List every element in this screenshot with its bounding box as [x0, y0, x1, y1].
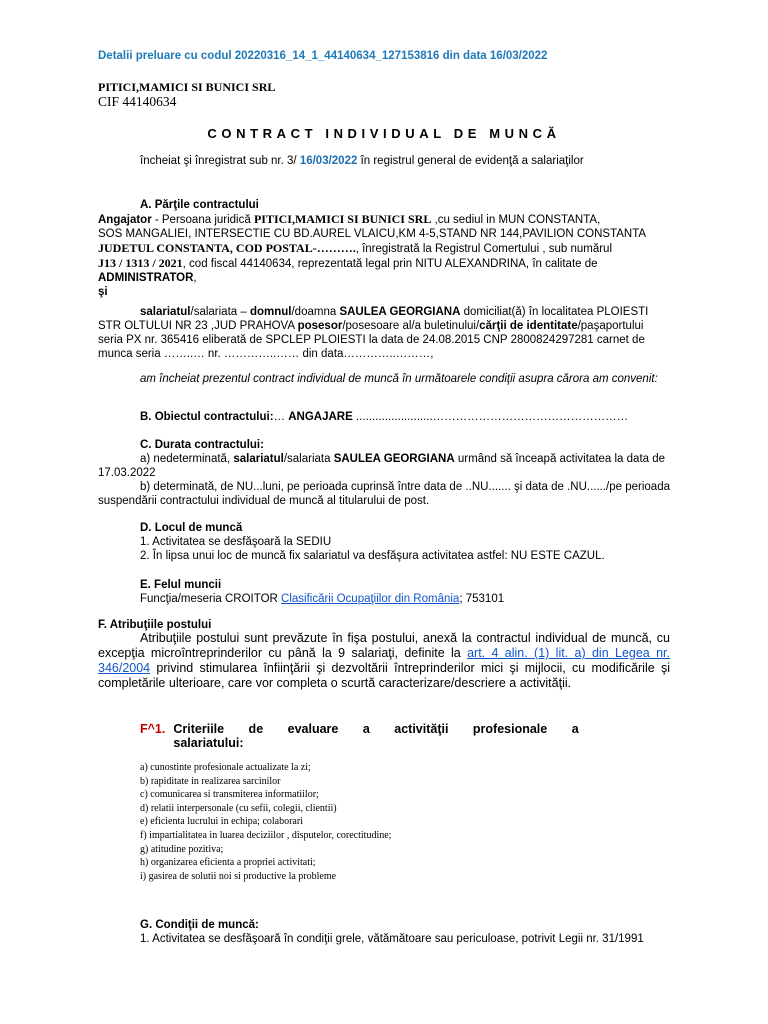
employer-role-end: ,	[193, 272, 197, 284]
criterion-item: g) atitudine pozitiva;	[140, 843, 224, 855]
criterion-item: e) eficienta lucrului in echipa; colaborari	[140, 816, 303, 828]
contract-title: CONTRACT INDIVIDUAL DE MUNCĂ	[207, 126, 561, 141]
employee-line-2	[98, 319, 670, 333]
employee-title-alt: /doamna	[291, 306, 340, 318]
section-duration	[98, 438, 670, 508]
employee-label: salariatul	[140, 306, 191, 318]
employer-label: Angajator	[98, 214, 152, 226]
criterion-item: h) organizarea eficienta a propriei activitati;	[140, 857, 316, 869]
duration-a-prefix: a) nedeterminată,	[140, 453, 234, 465]
employer-role: ADMINISTRATOR	[98, 272, 194, 284]
duties-text-pre: Atribuţiile postului sunt prevăzute în fişa postului, anexă la contractul individual de muncă, cu excepţia microîntreprinderilor cu până la 9 salariaţi, definite la	[98, 631, 670, 660]
job-line	[140, 592, 670, 606]
section-a-heading: A. Părţile contractului	[140, 199, 259, 211]
employee-title: domnul	[249, 306, 292, 318]
criterion-item: f) impartialitatea in luarea deciziilor , disputelor, corectitudine;	[140, 829, 392, 841]
criterion-item: a) cunostinte profesionale actualizate la zi;	[140, 762, 311, 773]
job-title: Funcţia/meseria CROITOR	[140, 593, 282, 605]
evaluation-criteria-list	[98, 761, 670, 883]
object-value: ANGAJARE	[288, 411, 353, 423]
duration-a-employee: salariatul	[233, 453, 284, 465]
criterion-item: b) rapiditate in realizarea sarcinilor	[140, 775, 281, 787]
section-job-type	[98, 578, 670, 606]
object-dots-2: ........................……………………………………………	[352, 411, 629, 423]
section-conditions	[98, 918, 670, 946]
employer-role-line	[98, 271, 670, 285]
employer-mid: - Persoana juridică	[151, 214, 254, 226]
workplace-item-1: 1. Activitatea se desfăşoară la SEDIU	[140, 536, 332, 548]
agreement-text: am încheiat prezentul contract individual de muncă în următoarele condiţii asupra cărora am convenit:	[140, 373, 658, 385]
duration-a-name: SAULEA GEORGIANA	[333, 453, 455, 465]
employer-reg-number: J13 / 1313 / 2021	[98, 256, 183, 270]
employer-county: JUDETUL CONSTANTA, COD POSTAL-……….	[98, 241, 356, 255]
criterion-item: c) comunicarea si transmiterea informatiilor;	[140, 789, 319, 801]
employee-street: STR OLTULUI NR 23 ,JUD PRAHOVA	[98, 320, 298, 332]
employee-line-4: munca seria ……..… nr. …………..…… din data…………..………,	[98, 348, 434, 360]
section-evaluation	[98, 722, 670, 883]
employer-representative: , cod fiscal 44140634, reprezentată legal prin NITU ALEXANDRINA, în calitate de	[182, 258, 598, 270]
section-e-heading: E. Felul muncii	[140, 579, 222, 591]
duties-text	[98, 631, 670, 691]
employee-name: SAULEA GEORGIANA	[339, 306, 461, 318]
criterion-item: i) gasirea de solutii noi si productive la probleme	[140, 870, 337, 882]
conditions-item-1: 1. Activitatea se desfăşoară în condiţii grele, vătămătoare sau periculoase, potrivit Legii nr. 31/1991	[140, 933, 644, 945]
section-b-heading: B. Obiectul contractului:	[140, 411, 274, 423]
duration-a-mid: /salariata	[283, 453, 334, 465]
employee-label-alt: /salariata –	[190, 306, 250, 318]
employer-county-line	[98, 241, 670, 256]
section-c-heading: C. Durata contractului:	[140, 439, 264, 451]
section-object	[98, 411, 670, 423]
evaluation-marker: F^1.	[140, 722, 166, 736]
duration-indefinite	[98, 452, 670, 480]
company-name: PITICI,MAMICI SI BUNICI SRL	[98, 80, 276, 94]
registration-suffix: în registrul general de evidenţă a salariaţilor	[357, 155, 584, 167]
employee-line-1	[140, 305, 670, 319]
parties-and: şi	[98, 286, 108, 298]
employee-id-doc: /posesoare al/a buletinului/	[342, 320, 480, 332]
retrieval-details: Detalii preluare cu codul 20220316_14_1_44140634_127153816 din data 16/03/2022	[98, 50, 548, 62]
section-g-heading: G. Condiţii de muncă:	[140, 919, 259, 931]
employer-reg-line	[98, 256, 670, 271]
section-duties	[98, 619, 670, 691]
duration-a-start: urmând să înceapă activitatea la data de 17.03.2022	[98, 453, 666, 479]
employee-block	[98, 305, 670, 319]
employer-line	[98, 212, 670, 227]
registration-prefix: încheiat şi înregistrat sub nr. 3/	[140, 155, 300, 167]
evaluation-heading-wrap	[165, 722, 670, 750]
registration-line	[140, 155, 680, 167]
duties-text-post: privind stimularea înfiinţării şi dezvoltării întreprinderilor mici şi mijlocii, cu modificările şi completările ulterioare, care vor completa o scurtă caracterizare/descriere a activităţii.	[98, 661, 670, 690]
section-workplace	[98, 521, 670, 563]
employee-holder: posesor	[297, 320, 343, 332]
occupation-classification-link[interactable]: Clasificării Ocupaţiilor din România	[281, 593, 460, 605]
duration-determined: b) determinată, de NU...luni, pe perioada cuprinsă între data de ..NU....... şi data de .NU....../pe perioada suspendării contractului individual de muncă al titularului de post.	[98, 481, 670, 507]
employee-passport: /paşaportului	[577, 320, 644, 332]
law-346-2004-link[interactable]: art. 4 alin. (1) lit. a) din Legea nr. 346/2004	[98, 646, 670, 675]
workplace-item-2: 2. În lipsa unui loc de muncă fix salariatul va desfăşura activitatea astfel: NU ESTE CAZUL.	[140, 550, 605, 562]
employee-line-3: seria PX nr. 365416 eliberată de SPCLEP PLOIESTI la data de 24.08.2015 CNP 2800824297281 carnet de	[98, 334, 645, 346]
employer-name: PITICI,MAMICI SI BUNICI SRL	[253, 212, 432, 226]
section-d-heading: D. Locul de muncă	[140, 522, 243, 534]
job-code: ; 753101	[459, 593, 505, 605]
employer-registry: , înregistrată la Registrul Comertului , sub numărul	[355, 243, 613, 255]
object-dots-1: …	[273, 411, 289, 423]
section-parties	[98, 198, 670, 386]
company-cif: CIF 44140634	[98, 94, 177, 109]
employer-address: SOS MANGALIEI, INTERSECTIE CU BD.AUREL VLAICU,KM 4-5,STAND NR 144,PAVILION CONSTANTA	[98, 228, 647, 240]
evaluation-heading: Criteriile de evaluare a activităţii profesionale a salariatului:	[173, 722, 579, 750]
employer-seat: ,cu sediul in MUN CONSTANTA,	[431, 214, 601, 226]
section-f-heading: F. Atribuţiile postului	[98, 619, 212, 631]
employee-id-card: cărţii de identitate	[479, 320, 578, 332]
registration-date: 16/03/2022	[299, 155, 358, 167]
evaluation-heading-line	[98, 722, 670, 750]
employee-locality: domiciliat(ă) în localitatea PLOIESTI	[460, 306, 649, 318]
criterion-item: d) relatii interpersonale (cu sefii, colegii, clientii)	[140, 802, 337, 814]
